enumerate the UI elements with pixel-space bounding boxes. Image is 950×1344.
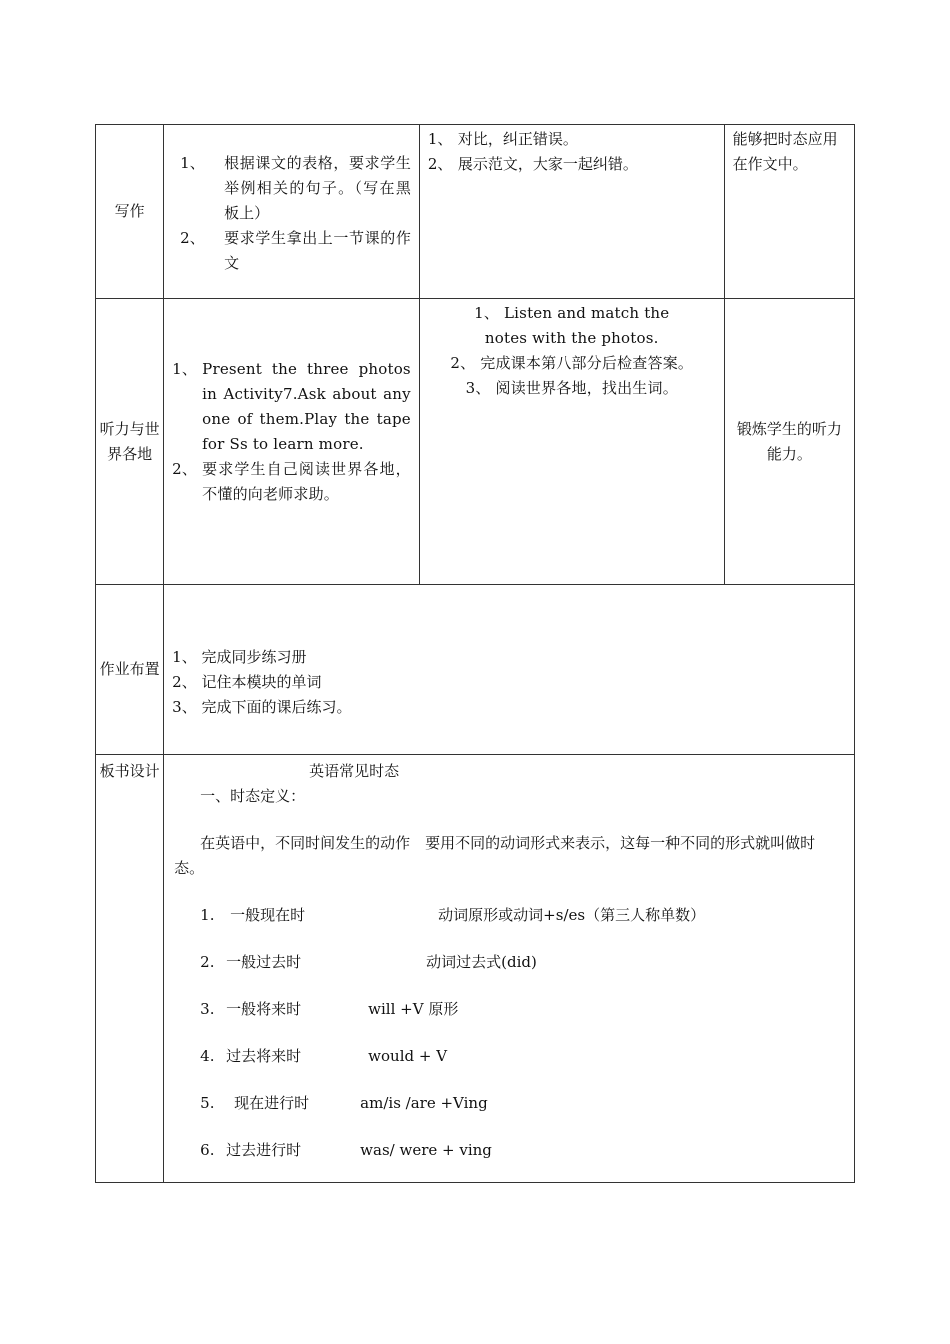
row-board <box>96 755 855 1183</box>
purpose-writing: 能够把时态应用在作文中。 <box>724 125 854 299</box>
tense-item: 5. 现在进行时 am/is /are +Ving <box>200 1094 488 1112</box>
list-item: 2、 展示范文，大家一起纠错。 <box>427 155 638 173</box>
list-item: 1、 根据课文的表格，要求学生举例相关的句子。（写在黑板上） <box>180 154 411 222</box>
student-activity-listening <box>419 299 724 585</box>
list-item: 2、 完成课本第八部分后检查答案。 <box>450 354 694 372</box>
definition-text: 在英语中，不同时间发生的动作 要用不同的动词形式来表示，这每一种不同的形式就叫做时态。 <box>174 834 816 877</box>
tense-item: 3. 一般将来时 will +V 原形 <box>200 1000 459 1018</box>
label-homework: 作业布置 <box>96 585 164 755</box>
list-item: 1、 Present the three photos in Activity7.Ask about any one of them.Play the tape for Ss to learn more. <box>172 359 411 453</box>
list-item: 2、 要求学生自己阅读世界各地，不懂的向老师求助。 <box>172 459 411 503</box>
label-writing: 写作 <box>96 125 164 299</box>
list-item: 2、 记住本模块的单词 <box>172 673 322 691</box>
tense-item: 2. 一般过去时 动词过去式(did) <box>200 953 537 971</box>
row-writing <box>96 125 855 299</box>
list-item: 3、 阅读世界各地，找出生词。 <box>465 379 678 397</box>
row-listening <box>96 299 855 585</box>
tense-item: 1. 一般现在时 动词原形或动词+s/es（第三人称单数） <box>200 906 706 924</box>
list-item: 1、 完成同步练习册 <box>172 648 307 666</box>
board-content <box>164 755 855 1183</box>
label-board: 板书设计 <box>96 755 164 1183</box>
list-item: 1、 对比，纠正错误。 <box>427 130 578 148</box>
label-listening: 听力与世界各地 <box>96 299 164 585</box>
board-title: 英语常见时态 <box>309 762 400 780</box>
tense-item: 4. 过去将来时 would + V <box>200 1047 448 1065</box>
list-item: 3、 完成下面的课后练习。 <box>172 698 352 716</box>
board-subtitle: 一、时态定义： <box>200 787 306 805</box>
list-item: 2、 要求学生拿出上一节课的作文 <box>180 229 411 272</box>
row-homework <box>96 585 855 755</box>
tense-item: 6. 过去进行时 was/ were + ving <box>200 1141 492 1159</box>
purpose-listening: 锻炼学生的听力能力。 <box>724 299 854 585</box>
lesson-plan-table <box>95 124 855 1183</box>
list-item: 1、 Listen and match the notes with the photos. <box>474 304 670 347</box>
student-activity-writing <box>419 125 724 299</box>
homework-content <box>164 585 855 755</box>
teacher-activity-listening <box>164 299 420 585</box>
teacher-activity-writing <box>164 125 420 299</box>
